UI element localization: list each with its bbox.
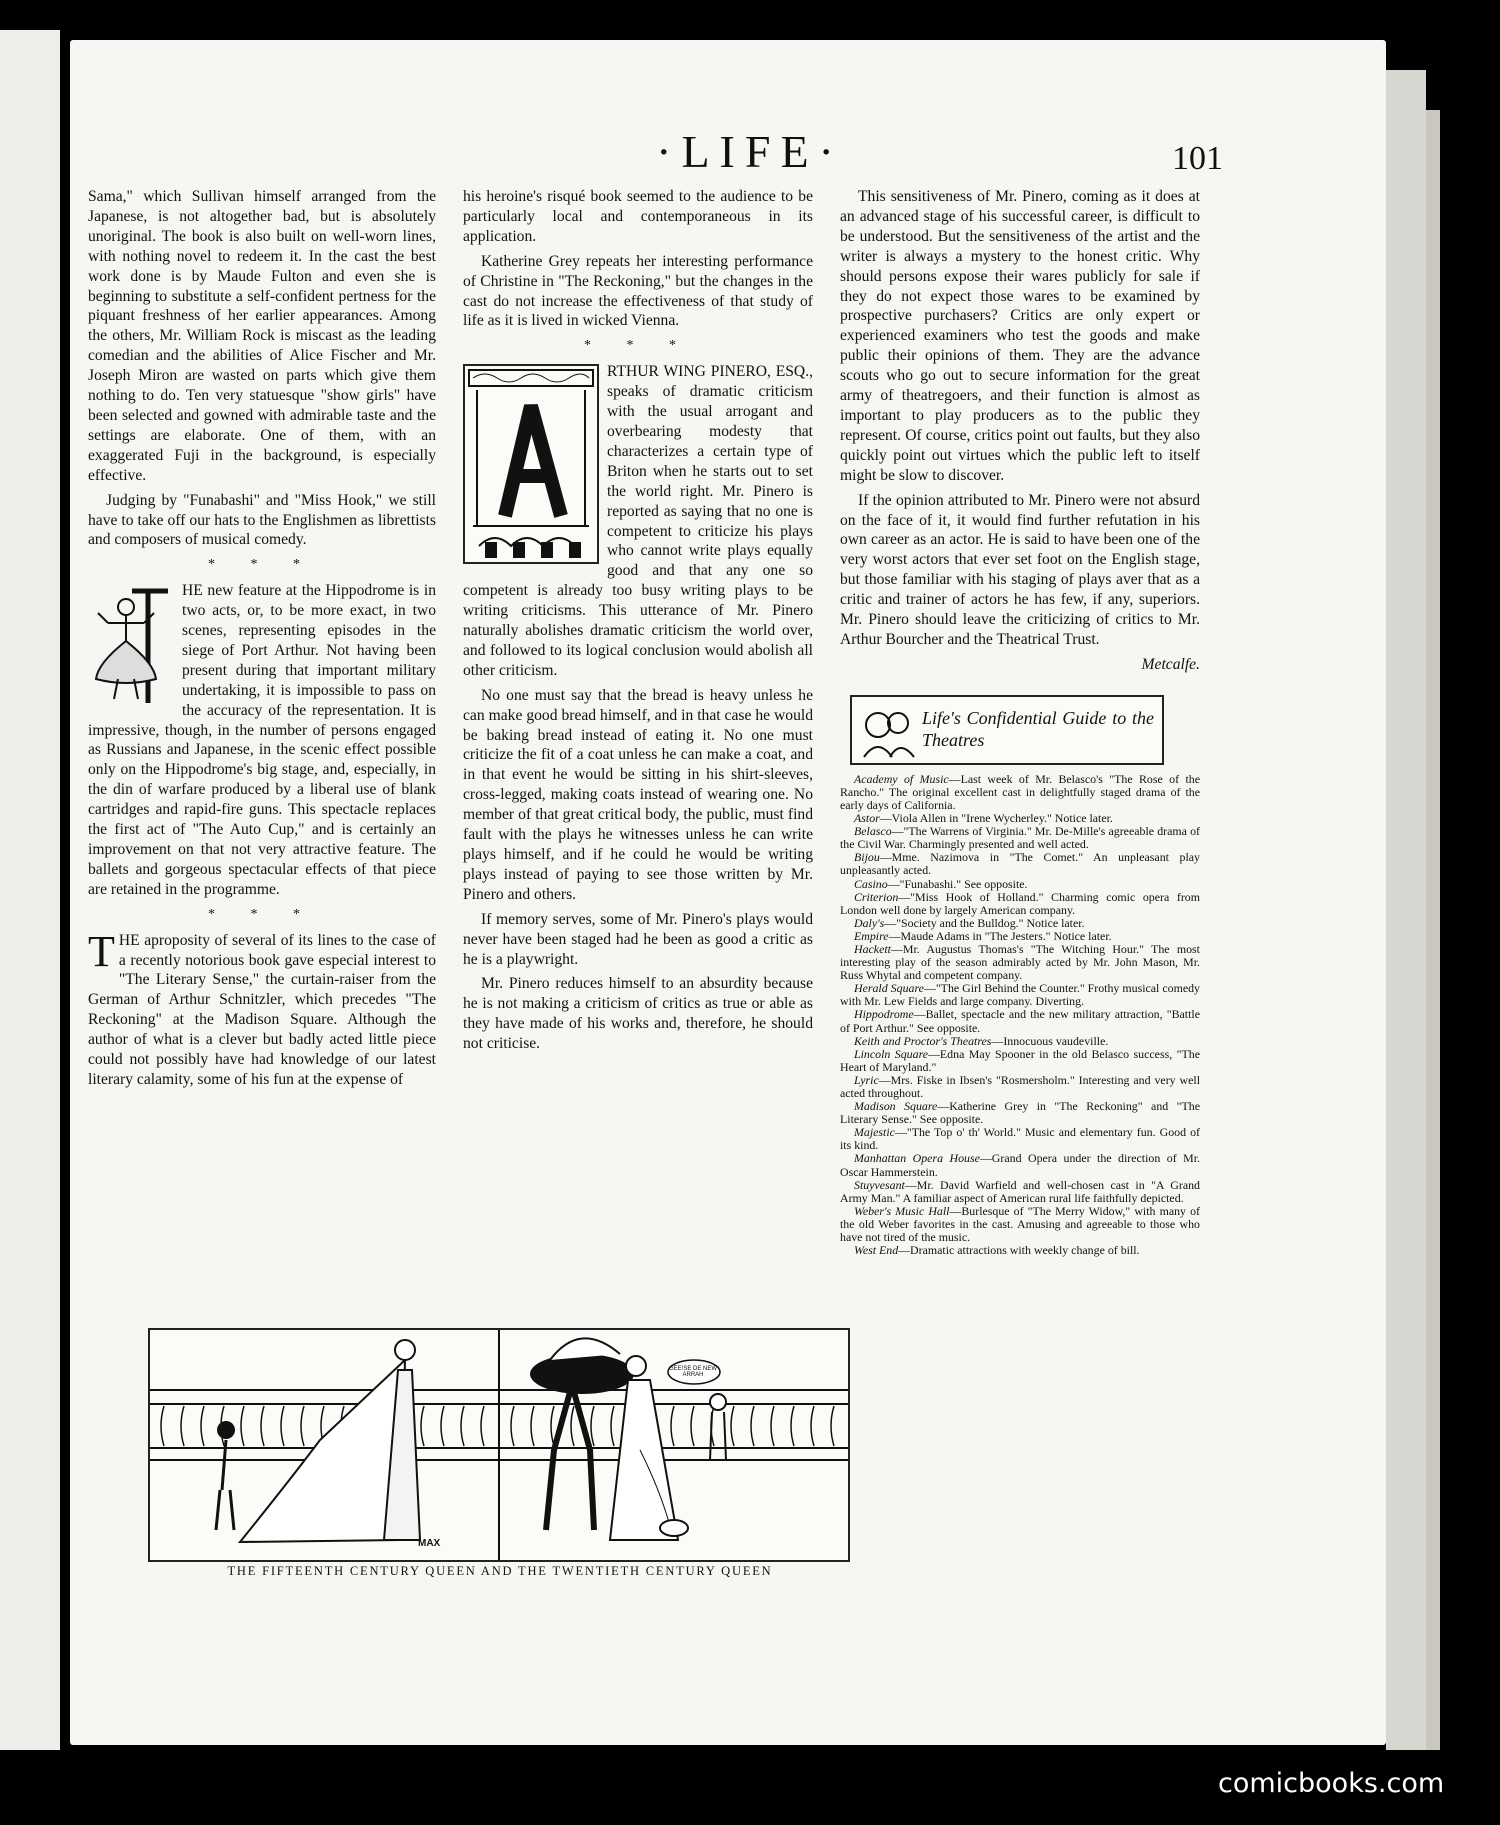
theatre-name: Casino — [854, 876, 888, 891]
guide-entry — [840, 1100, 1200, 1126]
section-divider: * * * — [584, 338, 692, 354]
theatre-name: Academy of Music — [854, 771, 949, 786]
paragraph: HE new feature at the Hippodrome is in two acts, or, to be more exact, in two scenes, representing episodes in the siege of Port Arthur. Not having been present during that important military undertaking, it is impossible to pass on the accuracy of the representation. It is impressive, though, in the number of persons engaged as Russians and Japanese, in the scenic effect possible only on the Hippodrome's big stage, and, especially, in the din of warfare produced by a liberal use of blank cartridges and rapid-fire guns. This spectacle replaces the first act of "The Auto Cup," and is certainly an improvement on that not very attractive feature. The ballets and gorgeous spectacular effects of that piece are retained in the programme. — [88, 582, 436, 898]
cartoon-illustration — [148, 1328, 850, 1562]
theatre-name: Manhattan Opera House — [854, 1151, 980, 1166]
column-3 — [840, 187, 1200, 1257]
speech-balloon-text: GEE!SE DE NEW ARRAH — [668, 1366, 717, 1378]
theatre-description: —"The Top o' th' World." Music and elementary fun. Good of its kind. — [840, 1125, 1200, 1153]
drop-cap: T — [88, 926, 115, 976]
paragraph: No one must say that the bread is heavy unless he can make good bread himself, and in that case he would be baking bread instead of eating it. No one must criticize the fit of a coat unless he can make a coat, and in that event he would be sitting in his shirt-sleeves, cross-legged, making coats instead of wearing one. No member of that great critical body, the public, must find fault with the plays he witnesses unless he can write plays himself, and if he could he would be writing plays instead of paying to see those written by Mr. Pinero and others. — [463, 686, 813, 903]
guide-entry — [840, 1074, 1200, 1100]
theatre-name: Criterion — [854, 889, 899, 904]
theatre-description: —Last week of Mr. Belasco's "The Rose of the Rancho." The original excellent cast in delightfully staged drama of the early days of California. — [840, 771, 1200, 812]
artist-signature: MAX — [418, 1538, 441, 1549]
dancer-dropcap-illustration — [88, 583, 174, 709]
guide-header-illustration — [850, 695, 1164, 765]
paragraph: Sama," which Sullivan himself arranged from the Japanese, is not altogether bad, but is absolutely unoriginal. The book is also built on well-worn lines, with nothing novel to redeem it. In the cast the best work done is by Maude Fulton and even she is beginning to substitute a self-confident pertness for the piquant freshness of her earlier appearances. Among the others, Mr. William Rock is miscast as the leading comedian and the abilities of Alice Fischer and Mr. Joseph Miron are wasted on parts which give them nothing to do. Ten very statuesque "show girls" have been selected and gowned with admirable taste and the settings are elaborate. One of them, with an exaggerated Fuji in the background, is especially effective. — [88, 188, 436, 484]
theatre-name: Hippodrome — [854, 1007, 914, 1022]
section-divider: * * * — [208, 906, 316, 922]
previous-page-edge — [0, 30, 60, 1750]
stage-letter-a-illustration — [463, 364, 599, 564]
guide-entry — [840, 943, 1200, 982]
theatre-name: Weber's Music Hall — [854, 1203, 950, 1218]
theatre-description: —Dramatic attractions with weekly change of bill. — [898, 1243, 1140, 1258]
theatre-name: Keith and Proctor's Theatres — [854, 1033, 992, 1048]
theatre-description: —Mme. Nazimova in "The Comet." An unpleasant play unpleasantly acted. — [840, 850, 1200, 878]
watermark: comicbooks.com — [1218, 1768, 1445, 1799]
paragraph: Mr. Pinero reduces himself to an absurdity because he is not making a criticism of critics as true or able as they have made of his works and, therefore, he should not criticise. — [463, 975, 813, 1053]
paragraph: HE apropositу of several of its lines to the case of a recently notorious book gave especial interest to "The Literary Sense," the curtain-raiser from the German of Arthur Schnitzler, which precedes "The Reckoning" at the Madison Square. Although the author of what is a clever but badly acted little piece could not possibly have had knowledge of our latest literary calamity, some of his fun at the expense of — [88, 931, 436, 1088]
theatre-description: —Katherine Grey in "The Reckoning" and "The Literary Sense." See opposite. — [840, 1099, 1200, 1127]
author-signature: Metcalfe. — [1141, 655, 1200, 673]
page-number: 101 — [1172, 140, 1223, 177]
theatre-description: —Innocuous vaudeville. — [991, 1033, 1109, 1048]
paragraph: Judging by "Funabashi" and "Miss Hook," we still have to take off our hats to the Englishmen as librettists and composers of musical comedy. — [88, 491, 436, 549]
page-stack-edge-2 — [1426, 110, 1440, 1750]
theatre-name: Bijou — [854, 850, 880, 865]
cartoon-caption: THE FIFTEENTH CENTURY QUEEN AND THE TWENTIETH CENTURY QUEEN — [227, 1564, 773, 1578]
theatre-name: West End — [854, 1243, 899, 1258]
theatre-description: —"The Girl Behind the Counter." Frothy musical comedy with Mr. Lew Fields and large company. Diverting. — [840, 981, 1200, 1009]
guide-entry — [840, 1179, 1200, 1205]
theatre-description: —Mr. Augustus Thomas's "The Witching Hour." The most interesting play of the season admirably acted by Mr. John Mason, Mr. Russ Whytal and competent company. — [840, 941, 1200, 983]
theatre-description: —Edna May Spooner in the old Belasco success, "The Heart of Maryland." — [840, 1046, 1200, 1074]
theatre-description: —"Society and the Bulldog." Notice later. — [884, 915, 1085, 930]
guide-entry — [840, 825, 1200, 851]
paragraph: Katherine Grey repeats her interesting performance of Christine in "The Reckoning," but the changes in the cast do not increase the effectiveness of that study of life as it is lived in wicked Vienna. — [463, 252, 813, 330]
guide-entry — [840, 1205, 1200, 1244]
page-stack-edge — [1386, 70, 1426, 1750]
theatre-name: Daly's — [854, 915, 885, 930]
theatre-name: Herald Square — [854, 981, 924, 996]
theatre-description: —Mrs. Fiske in Ibsen's "Rosmersholm." Interesting and very well acted throughout. — [840, 1072, 1200, 1100]
theatre-name: Astor — [854, 811, 880, 826]
theatre-description: —Ballet, spectacle and the new military attraction, "Battle of Port Arthur." See opposite. — [840, 1007, 1200, 1035]
guide-title: Life's Confidential Guide to the Theatres — [922, 707, 1154, 750]
theatre-name: Lincoln Square — [854, 1046, 929, 1061]
paragraph: If the opinion attributed to Mr. Pinero were not absurd on the face of it, it would find further refutation in his own career as an actor. He is said to have been one of the very worst actors that ever set foot on the English stage, but those familiar with his staging of plays aver that as a critic and trainer of actors he has few, if any, superiors. Mr. Pinero should leave the criticizing of critics to Mr. Arthur Bourcher and the Theatrical Trust. — [840, 491, 1200, 648]
theatre-name: Belasco — [854, 824, 892, 839]
guide-entry — [840, 1008, 1200, 1034]
theatre-description: —"Miss Hook of Holland." Charming comic opera from London well done by largely American company. — [840, 889, 1200, 917]
paragraph: RTHUR WING PINERO, ESQ., speaks of dramatic criticism with the usual arrogant and overbearing modesty that characterizes a certain type of Briton when he starts out to set the world right. Mr. Pinero is reported as saying that no one is competent to criticize his plays who cannot write plays equally good and that any one so competent is already too busy writing plays to be writing criticisms. This utterance of Mr. Pinero naturally abolishes dramatic criticism the world over, and followed to its logical conclusion would abolish all other criticism. — [463, 363, 813, 679]
theatre-name: Majestic — [854, 1125, 895, 1140]
theatre-name: Hackett — [854, 941, 891, 956]
theatre-description: —Maude Adams in "The Jesters." Notice later. — [888, 928, 1112, 943]
guide-entry — [840, 1126, 1200, 1152]
theatre-name: Lyric — [854, 1072, 879, 1087]
paragraph: This sensitiveness of Mr. Pinero, coming as it does at an advanced stage of his successful career, is difficult to be understood. But the sensitiveness of the artist and the writer is always a mystery to the honest critic. Why should persons expose their wares publicly for sale if they do not expect those wares to be examined by prospective purchasers? Critics are only expert or experienced examiners who test the goods and make public their opinions of them. They are the advance scouts who go out to secure information for the great army of theatregoers, and their function is almost as important to play producers as to the public they represent. Of course, critics point out faults, but they also quickly point out virtues which the public left to itself might be slow to discover. — [840, 188, 1200, 484]
guide-entry — [840, 1152, 1200, 1178]
theatre-name: Madison Square — [854, 1099, 938, 1114]
theatre-description: —Burlesque of "The Merry Widow," with many of the old Weber favorites in the cast. Amusing and agreeable to those who have not tired of the music. — [840, 1203, 1200, 1245]
section-divider: * * * — [208, 557, 316, 573]
guide-entry — [840, 1048, 1200, 1074]
theatre-name: Stuyvesant — [854, 1177, 905, 1192]
paragraph: his heroine's risqué book seemed to the audience to be particularly local and contemporaneous in its application. — [463, 188, 813, 245]
theatre-description: —Grand Opera under the direction of Mr. Oscar Hammerstein. — [840, 1151, 1200, 1179]
paragraph: If memory serves, some of Mr. Pinero's plays would never have been staged had he been as good a critic as he is a playwright. — [463, 910, 813, 968]
guide-entry — [840, 891, 1200, 917]
theatre-description: —"Funabashi." See opposite. — [887, 876, 1028, 891]
column-1 — [88, 187, 436, 1095]
guide-entry — [840, 851, 1200, 877]
column-2 — [463, 187, 813, 1059]
guide-entry — [840, 773, 1200, 812]
guide-entry — [840, 982, 1200, 1008]
masthead: ·LIFE· — [656, 126, 844, 177]
theatre-guide-list — [840, 773, 1200, 1257]
theatre-description: —Mr. David Warfield and well-chosen cast in "A Grand Army Man." A familiar aspect of American rural life faithfully depicted. — [840, 1177, 1200, 1205]
guide-entry — [840, 1244, 1200, 1257]
theatre-description: —Viola Allen in "Irene Wycherley." Notice later. — [879, 811, 1113, 826]
theatre-description: —"The Warrens of Virginia." Mr. De-Mille's agreeable drama of the Civil War. Charmingly presented and well acted. — [840, 824, 1200, 852]
theatre-name: Empire — [854, 928, 889, 943]
